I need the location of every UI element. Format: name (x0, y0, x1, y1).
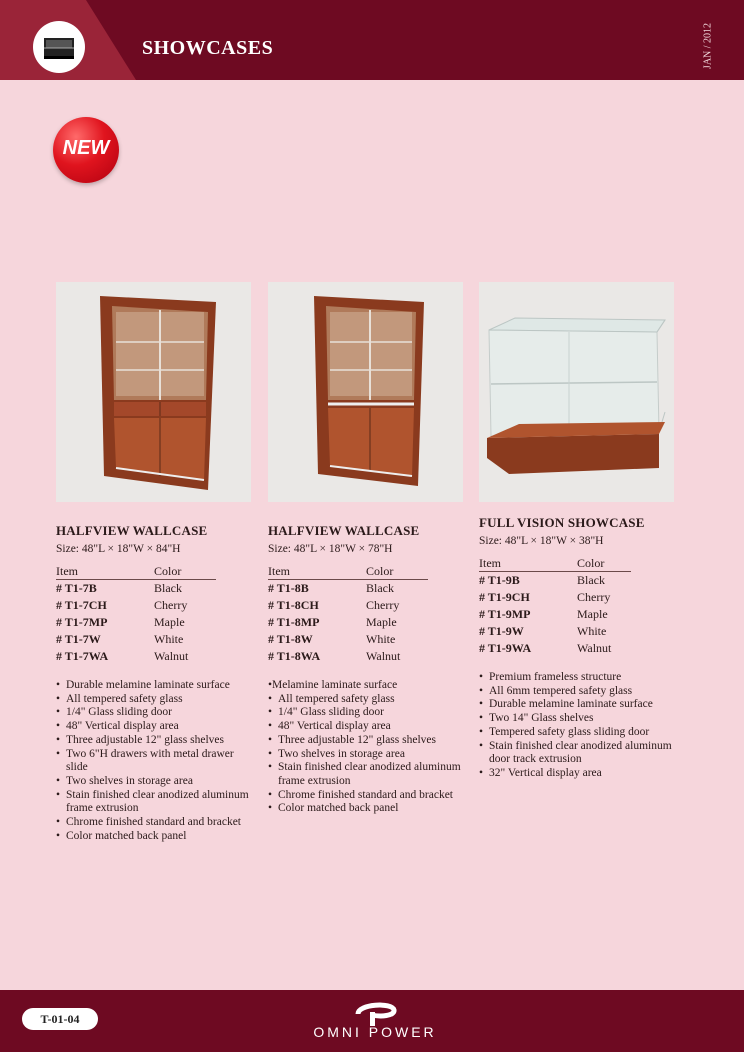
col-item-header: Item (479, 553, 577, 572)
table-row: # T1-7CH Cherry (56, 598, 188, 612)
list-item: • 48" Vertical display area (56, 720, 252, 734)
list-item: • Premium frameless structure (479, 671, 679, 685)
list-item: • Color matched back panel (56, 830, 252, 844)
list-item: • Stain finished clear anodized aluminum door track extrusion (479, 740, 679, 767)
glass-showcase-icon (479, 282, 674, 502)
list-item: • Two 14" Glass shelves (479, 712, 679, 726)
list-item: • Tempered safety glass sliding door (479, 726, 679, 740)
table-row: # T1-8MP Maple (268, 615, 397, 629)
product-full-vision (479, 515, 679, 781)
list-item: • 1/4" Glass sliding door (56, 706, 252, 720)
col-color-header: Color (154, 561, 216, 580)
table-row: # T1-7W White (56, 632, 184, 646)
item-color-table (268, 561, 428, 665)
list-item: • Stain finished clear anodized aluminum frame extrusion (268, 761, 464, 788)
list-item: • Three adjustable 12" glass shelves (56, 734, 252, 748)
product-photo-halfview-84 (56, 282, 251, 502)
feature-list (268, 679, 464, 816)
list-item: • All 6mm tempered safety glass (479, 685, 679, 699)
list-item: • Two shelves in storage area (56, 775, 252, 789)
list-item: • Two 6"H drawers with metal drawer slide (56, 748, 252, 775)
table-row: # T1-9W White (479, 624, 607, 638)
wallcase-cabinet-icon (268, 282, 463, 502)
product-halfview-84 (56, 523, 256, 843)
item-color-table (56, 561, 216, 665)
product-photo-halfview-78 (268, 282, 463, 502)
col-item-header: Item (56, 561, 154, 580)
list-item: • Chrome finished standard and bracket (56, 816, 252, 830)
table-row: # T1-9B Black (479, 573, 605, 587)
list-item: • All tempered safety glass (56, 693, 252, 707)
showcase-logo-icon (33, 21, 85, 73)
list-item: • Durable melamine laminate surface (479, 698, 679, 712)
col-color-header: Color (366, 561, 428, 580)
col-color-header: Color (577, 553, 631, 572)
list-item: • 32" Vertical display area (479, 767, 679, 781)
table-row: # T1-7MP Maple (56, 615, 185, 629)
omni-power-logo-icon (300, 1000, 450, 1026)
product-size: Size: 48"L × 18"W × 38"H (479, 535, 604, 547)
list-item: • Chrome finished standard and bracket (268, 789, 464, 803)
product-title: FULL VISION SHOWCASE (479, 515, 645, 530)
feature-list (56, 679, 252, 843)
table-row: # T1-9MP Maple (479, 607, 608, 621)
table-row: # T1-9CH Cherry (479, 590, 611, 604)
table-row: # T1-8CH Cherry (268, 598, 400, 612)
brand-name: OMNI POWER (313, 1024, 437, 1040)
col-item-header: Item (268, 561, 366, 580)
page-id-badge: T-01-04 (22, 1008, 98, 1030)
product-title: HALFVIEW WALLCASE (268, 523, 420, 538)
table-row: # T1-7WA Walnut (56, 649, 189, 663)
list-item: • All tempered safety glass (268, 693, 464, 707)
product-halfview-78 (268, 523, 468, 816)
table-row: # T1-8B Black (268, 581, 394, 595)
product-photo-full-vision (479, 282, 674, 502)
item-color-table (479, 553, 631, 657)
table-row: # T1-8W White (268, 632, 396, 646)
feature-list (479, 671, 679, 781)
page-title: SHOWCASES (142, 37, 274, 59)
product-size: Size: 48"L × 18"W × 84"H (56, 543, 181, 555)
list-item: •Melamine laminate surface (268, 679, 398, 691)
table-row: # T1-8WA Walnut (268, 649, 401, 663)
product-size: Size: 48"L × 18"W × 78"H (268, 543, 393, 555)
list-item: • Stain finished clear anodized aluminum frame extrusion (56, 789, 252, 816)
brand-logo (300, 1000, 450, 1044)
date-stamp: JAN / 2012 (702, 22, 714, 70)
list-item: • 48" Vertical display area (268, 720, 464, 734)
list-item: • Durable melamine laminate surface (56, 679, 252, 693)
wallcase-cabinet-icon (56, 282, 251, 502)
table-row: # T1-9WA Walnut (479, 641, 612, 655)
new-badge: NEW (53, 117, 119, 183)
product-title: HALFVIEW WALLCASE (56, 523, 208, 538)
table-row: # T1-7B Black (56, 581, 182, 595)
list-item: • Three adjustable 12" glass shelves (268, 734, 464, 748)
list-item: • Color matched back panel (268, 802, 464, 816)
list-item: • 1/4" Glass sliding door (268, 706, 464, 720)
list-item: • Two shelves in storage area (268, 748, 464, 762)
